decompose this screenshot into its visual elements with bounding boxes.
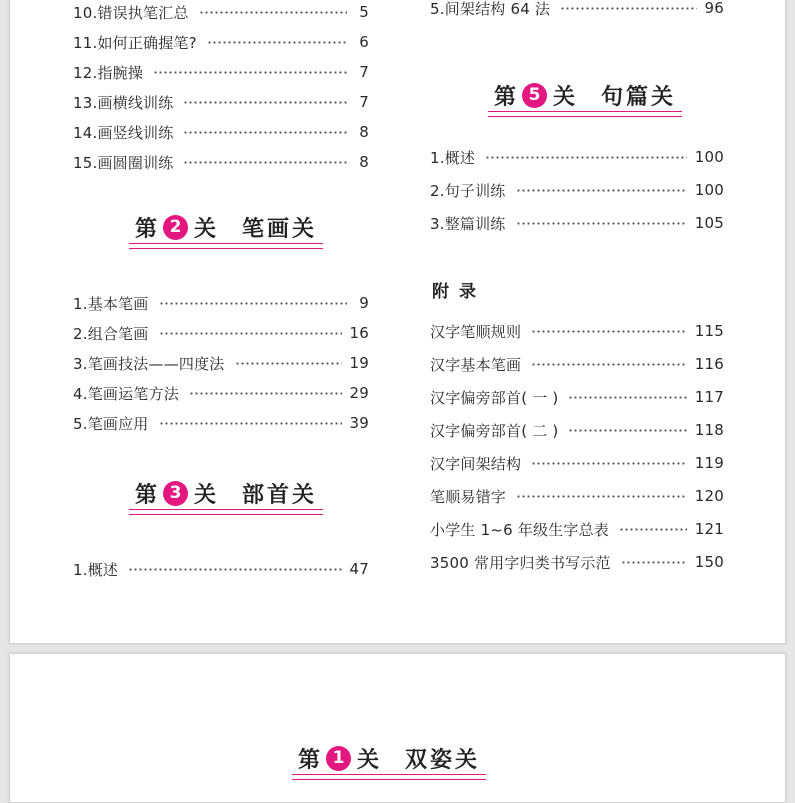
toc-entry-page: 115 — [694, 322, 724, 340]
toc-entry[interactable] — [73, 352, 369, 374]
chapter-heading-2 — [135, 207, 317, 247]
chapter-prefix: 第 — [494, 83, 517, 110]
toc-entry-title: 2.组合笔画 — [73, 324, 149, 343]
dot-leader — [235, 362, 342, 365]
toc-entry-page: 96 — [704, 0, 724, 17]
toc-entry-page: 8 — [359, 123, 369, 141]
appendix-title: 附录 — [432, 282, 486, 302]
toc-entry-title: 3.整篇训练 — [430, 214, 506, 233]
chapter-number-badge: 1 — [326, 746, 351, 771]
dot-leader — [183, 161, 347, 164]
dot-leader — [619, 528, 687, 531]
dot-leader — [568, 429, 686, 432]
dot-leader — [485, 156, 687, 159]
toc-entry-page: 120 — [694, 487, 724, 505]
toc-entry-page: 100 — [694, 148, 724, 166]
toc-entry-page: 150 — [694, 553, 724, 571]
toc-entry[interactable] — [430, 179, 724, 201]
chapter-suffix: 关 — [357, 746, 380, 773]
chapter-heading-1 — [298, 738, 480, 778]
dot-leader — [159, 302, 347, 305]
toc-entry-page: 39 — [349, 414, 369, 432]
toc-entry-page: 7 — [359, 93, 369, 111]
toc-entry[interactable] — [73, 61, 369, 83]
toc-entry[interactable] — [73, 322, 369, 344]
chapter-1-page — [9, 653, 786, 803]
toc-entry[interactable] — [73, 292, 369, 314]
chapter-number-badge: 2 — [163, 215, 188, 240]
toc-entry[interactable] — [430, 146, 724, 168]
chapter-prefix: 第 — [135, 481, 158, 508]
toc-entry-title: 3.笔画技法——四度法 — [73, 354, 225, 373]
chapter-prefix: 第 — [298, 746, 321, 773]
toc-entry-title: 小学生 1~6 年级生字总表 — [430, 520, 609, 539]
toc-entry-page: 119 — [694, 454, 724, 472]
dot-leader — [531, 330, 687, 333]
heading-underline — [129, 509, 323, 515]
toc-entry-title: 1.基本笔画 — [73, 294, 149, 313]
toc-entry-page: 47 — [349, 560, 369, 578]
dot-leader — [568, 396, 686, 399]
toc-entry-title: 15.画圆圈训练 — [73, 153, 174, 172]
toc-entry-page: 117 — [694, 388, 724, 406]
toc-entry[interactable] — [430, 452, 724, 474]
toc-entry[interactable] — [73, 121, 369, 143]
dot-leader — [159, 422, 342, 425]
toc-entry-title: 4.笔画运笔方法 — [73, 384, 179, 403]
chapter-heading-3 — [135, 473, 317, 513]
dot-leader — [516, 222, 687, 225]
toc-entry-page: 105 — [694, 214, 724, 232]
toc-entry[interactable] — [430, 353, 724, 375]
toc-entry-title: 1.概述 — [430, 148, 476, 167]
toc-entry-page: 116 — [694, 355, 724, 373]
toc-entry-page: 9 — [359, 294, 369, 312]
toc-entry[interactable] — [73, 91, 369, 113]
toc-entry[interactable] — [73, 412, 369, 434]
toc-entry-title: 5.笔画应用 — [73, 414, 149, 433]
dot-leader — [207, 41, 347, 44]
toc-entry-title: 汉字偏旁部首( 一 ) — [430, 388, 559, 407]
toc-entry-title: 10.错误执笔汇总 — [73, 3, 189, 22]
toc-entry-title: 汉字笔顺规则 — [430, 322, 522, 341]
dot-leader — [531, 462, 687, 465]
toc-entry[interactable] — [73, 31, 369, 53]
dot-leader — [199, 11, 347, 14]
toc-entry-page: 121 — [694, 520, 724, 538]
toc-entry-title: 1.概述 — [73, 560, 119, 579]
dot-leader — [159, 332, 342, 335]
dot-leader — [183, 101, 347, 104]
dot-leader — [531, 363, 687, 366]
toc-entry[interactable] — [430, 485, 724, 507]
toc-entry[interactable] — [430, 386, 724, 408]
toc-entry-title: 汉字基本笔画 — [430, 355, 522, 374]
toc-entry[interactable] — [73, 151, 369, 173]
chapter-name: 笔画关 — [242, 215, 318, 242]
chapter-suffix: 关 — [194, 481, 217, 508]
toc-entry[interactable] — [430, 518, 724, 540]
toc-entry-title: 12.指腕操 — [73, 63, 144, 82]
chapter-prefix: 第 — [135, 215, 158, 242]
toc-entry-title: 2.句子训练 — [430, 181, 506, 200]
chapter-number-badge: 3 — [163, 481, 188, 506]
toc-entry[interactable] — [73, 382, 369, 404]
toc-entry-page: 16 — [349, 324, 369, 342]
toc-entry-page: 7 — [359, 63, 369, 81]
dot-leader — [128, 568, 341, 571]
dot-leader — [183, 131, 347, 134]
toc-entry-page: 100 — [694, 181, 724, 199]
toc-entry-title: 5.间架结构 64 法 — [430, 0, 551, 18]
toc-entry[interactable] — [430, 0, 724, 19]
toc-entry-page: 5 — [359, 3, 369, 21]
dot-leader — [516, 495, 687, 498]
toc-entry-title: 14.画竖线训练 — [73, 123, 174, 142]
toc-entry-title: 3500 常用字归类书写示范 — [430, 553, 611, 572]
dot-leader — [189, 392, 342, 395]
chapter-name: 双姿关 — [405, 746, 481, 773]
dot-leader — [153, 71, 347, 74]
dot-leader — [516, 189, 687, 192]
toc-entry-title: 13.画横线训练 — [73, 93, 174, 112]
toc-entry-title: 11.如何正确握笔? — [73, 33, 197, 52]
toc-entry-page: 6 — [359, 33, 369, 51]
chapter-suffix: 关 — [194, 215, 217, 242]
toc-entry[interactable] — [73, 1, 369, 23]
toc-entry-title: 汉字偏旁部首( 二 ) — [430, 421, 559, 440]
chapter-number-badge: 5 — [522, 83, 547, 108]
dot-leader — [560, 7, 696, 10]
chapter-suffix: 关 — [553, 83, 576, 110]
toc-entry-title: 汉字间架结构 — [430, 454, 522, 473]
toc-entry[interactable] — [73, 558, 369, 580]
heading-underline — [129, 243, 323, 249]
toc-entry-page: 118 — [694, 421, 724, 439]
toc-page — [9, 0, 786, 644]
chapter-heading-5 — [494, 75, 676, 115]
toc-entry-page: 8 — [359, 153, 369, 171]
toc-entry-page: 29 — [349, 384, 369, 402]
toc-entry[interactable] — [430, 419, 724, 441]
toc-entry[interactable] — [430, 320, 724, 342]
chapter-name: 句篇关 — [601, 83, 677, 110]
toc-entry[interactable] — [430, 212, 724, 234]
toc-entry-page: 19 — [349, 354, 369, 372]
toc-entry-title: 笔顺易错字 — [430, 487, 507, 506]
heading-underline — [488, 111, 682, 117]
chapter-name: 部首关 — [242, 481, 318, 508]
heading-underline — [292, 774, 486, 780]
dot-leader — [621, 561, 687, 564]
toc-entry[interactable] — [430, 551, 724, 573]
